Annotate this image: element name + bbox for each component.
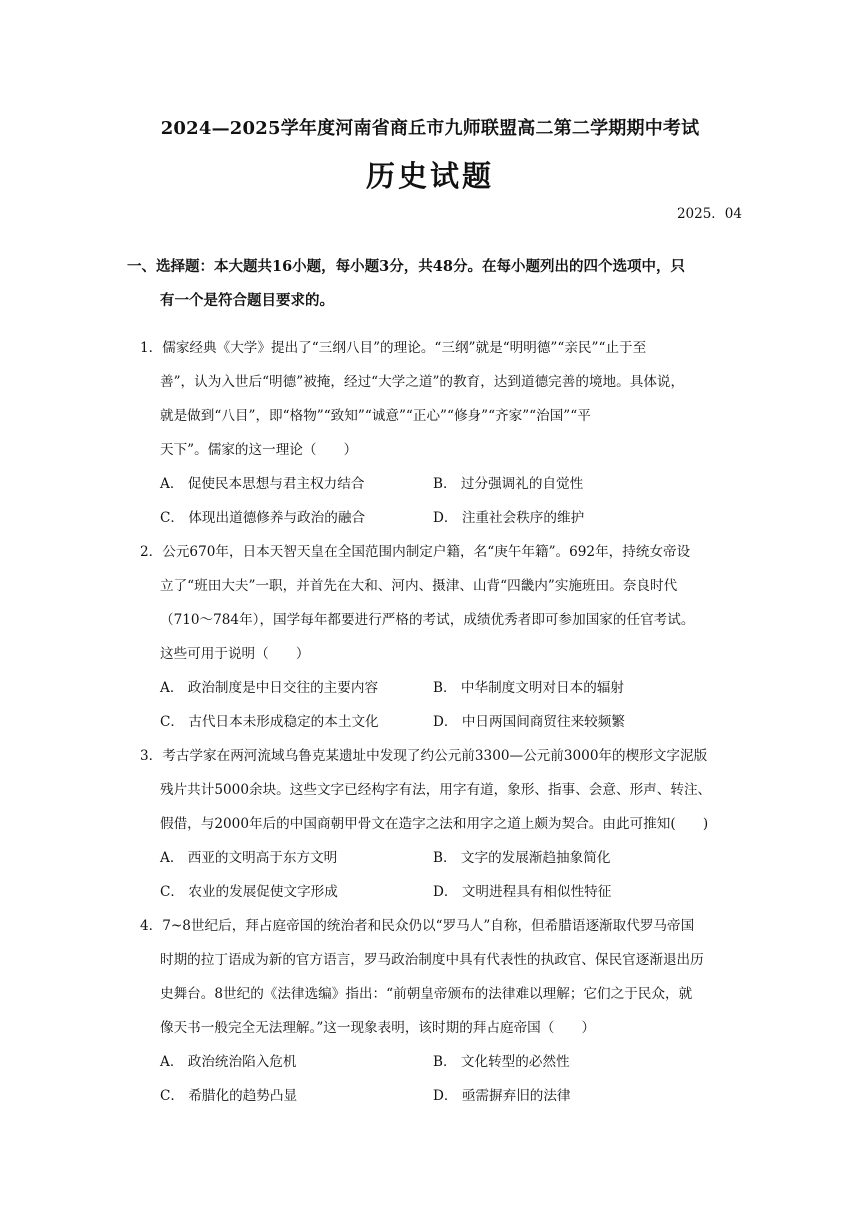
- exam-date: 2025．04: [676, 206, 742, 222]
- subject-title: 历史试题: [365, 159, 494, 193]
- question-4-line-2: 时期的拉丁语成为新的官方语言，罗马政治制度中具有代表性的执政官、保民官逐渐退出历: [160, 952, 704, 968]
- question-1-option-d[interactable]: D． 注重社会秩序的维护: [433, 510, 585, 526]
- question-4-line-1: 4．7~8世纪后，拜占庭帝国的统治者和民众仍以“罗马人”自称，但希腊语逐渐取代罗马帝国: [140, 918, 695, 934]
- question-3-option-c[interactable]: C． 农业的发展促使文字形成: [160, 884, 338, 900]
- question-4-option-b[interactable]: B． 文化转型的必然性: [433, 1054, 570, 1070]
- section-heading-line-2: 有一个是符合题目要求的。: [160, 292, 334, 309]
- question-1-line-1: 1．儒家经典《大学》提出了“三纲八目”的理论。“三纲”就是“明明德”“亲民”“止于至: [140, 340, 647, 356]
- question-1-line-2: 善”，认为入世后“明德”被掩，经过“大学之道”的教育，达到道德完善的境地。具体说，: [160, 374, 685, 390]
- question-4-line-3: 史舞台。8世纪的《法律选编》指出：“前朝皇帝颁布的法律难以理解；它们之于民众，就: [160, 986, 693, 1002]
- question-1-line-4: 天下”。儒家的这一理论（ ）: [160, 442, 358, 458]
- question-4-option-a[interactable]: A． 政治统治陷入危机: [160, 1054, 297, 1070]
- question-2-line-1: 2．公元670年，日本天智天皇在全国范围内制定户籍，名“庚午年籍”。692年，持统女帝设: [140, 544, 691, 560]
- question-3-option-b[interactable]: B． 文字的发展渐趋抽象简化: [433, 850, 611, 866]
- question-1-option-a[interactable]: A． 促使民本思想与君主权力结合: [160, 476, 365, 492]
- question-3-line-1: 3．考古学家在两河流域乌鲁克某遗址中发现了约公元前3300—公元前3000年的楔形文字泥版: [140, 748, 708, 764]
- question-4-option-c[interactable]: C． 希腊化的趋势凸显: [160, 1088, 298, 1104]
- question-2-option-a[interactable]: A． 政治制度是中日交往的主要内容: [160, 680, 379, 696]
- section-heading-line-1: 一、选择题：本大题共16小题，每小题3分，共48分。在每小题列出的四个选项中，只: [127, 258, 685, 275]
- question-1-line-3: 就是做到“八目”，即“格物”“致知”“诚意”“正心”“修身”“齐家”“治国”“平: [160, 408, 591, 424]
- question-1-option-b[interactable]: B． 过分强调礼的自觉性: [433, 476, 584, 492]
- question-4-line-4: 像天书一般完全无法理解。”这一现象表明，该时期的拜占庭帝国（ ）: [160, 1020, 596, 1036]
- question-2-option-d[interactable]: D． 中日两国间商贸往来较频繁: [433, 714, 625, 730]
- question-2-option-c[interactable]: C． 古代日本未形成稳定的本土文化: [160, 714, 379, 730]
- question-2-line-2: 立了“班田大夫”一职，并首先在大和、河内、摄津、山背“四畿内”实施班田。奈良时代: [160, 578, 678, 594]
- question-3-line-3: 假借，与2000年后的中国商朝甲骨文在造字之法和用字之道上颇为契合。由此可推知( ): [160, 816, 709, 832]
- exam-title: 2024—2025学年度河南省商丘市九师联盟高二第二学期期中考试: [160, 118, 700, 139]
- question-3-line-2: 残片共计5000余块。这些文字已经构字有法，用字有道，象形、指事、会意、形声、转注、: [160, 782, 712, 798]
- question-3-option-d[interactable]: D． 文明进程具有相似性特征: [433, 884, 612, 900]
- question-1-option-c[interactable]: C． 体现出道德修养与政治的融合: [160, 510, 366, 526]
- question-2-line-4: 这些可用于说明（ ）: [160, 646, 310, 662]
- question-2-option-b[interactable]: B． 中华制度文明对日本的辐射: [433, 680, 625, 696]
- question-4-option-d[interactable]: D． 亟需摒弃旧的法律: [433, 1088, 571, 1104]
- question-3-option-a[interactable]: A． 西亚的文明高于东方文明: [160, 850, 338, 866]
- question-2-line-3: （710～784年），国学每年都要进行严格的考试，成绩优秀者即可参加国家的任官考试。: [160, 612, 695, 628]
